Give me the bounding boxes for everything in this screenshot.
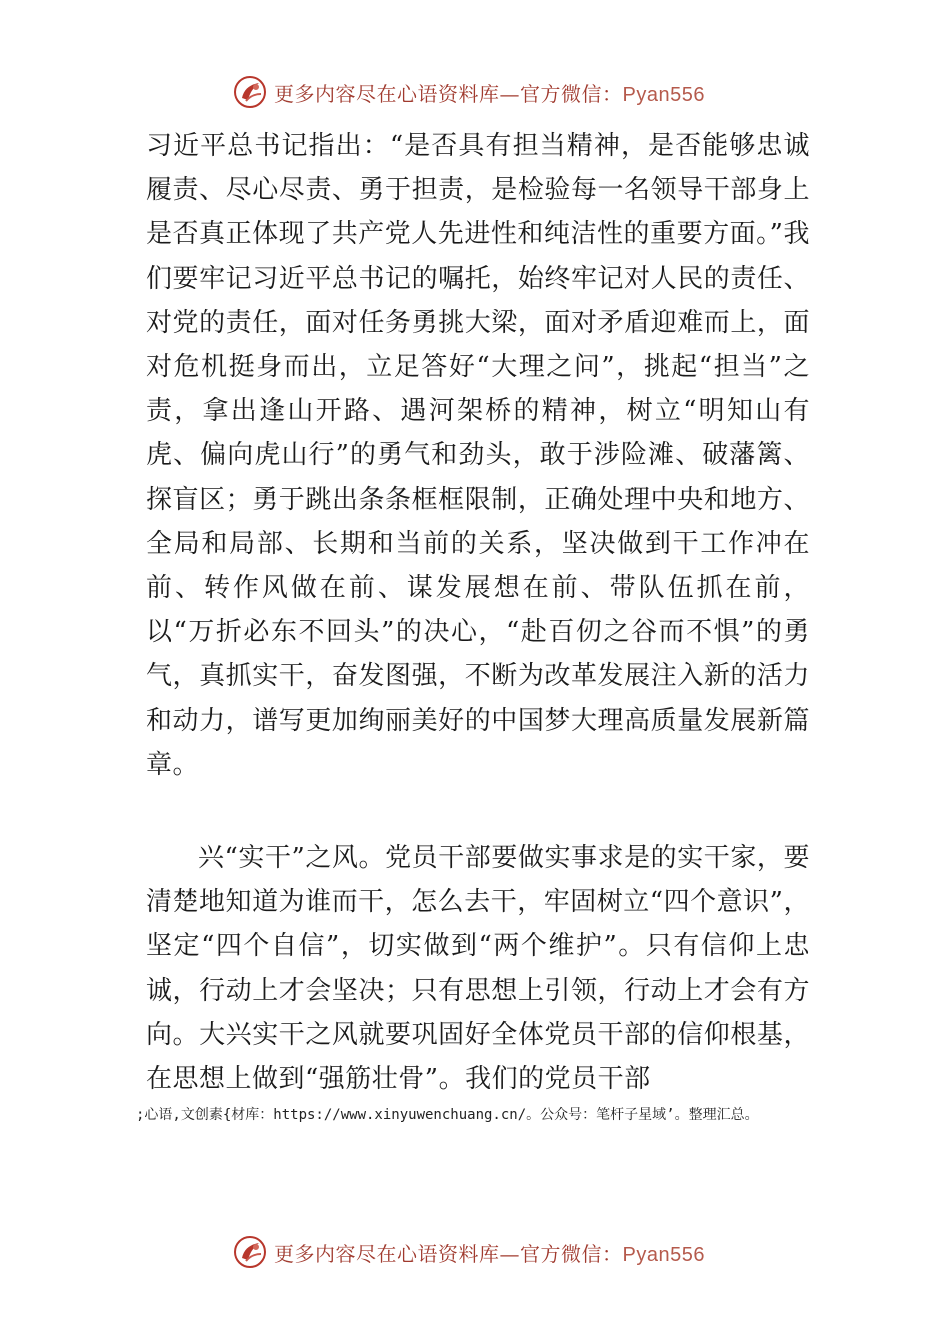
banner-title: 更多内容尽在心语资料库—官方微信： — [274, 81, 623, 106]
banner-title: 更多内容尽在心语资料库—官方微信： — [274, 1241, 623, 1266]
banner-text — [274, 1238, 705, 1267]
paragraph-1: 习近平总书记指出：“是否具有担当精神，是否能够忠诚履责、尽心尽责、勇于担责，是检验每一名领导干部身上是否真正体现了共产党人先进性和纯洁性的重要方面。”我们要牢记习近平总书记的嘱托，始终牢记对人民的责任、对党的责任，面对任务勇挑大梁，面对矛盾迎难而上，面对危机挺身而出，立足答好“大理之问”，挑起“担当”之责，拿出逢山开路、遇河架桥的精神，树立“明知山有虎、偏向虎山行”的勇气和劲头，敢于涉险滩、破藩篱、探盲区；勇于跳出条条框框限制，正确处理中央和地方、全局和局部、长期和当前的关系，坚决做到干工作冲在前、转作风做在前、谋发展想在前、带队伍抓在前，以“万折必东不回头”的决心，“赴百仞之谷而不惧”的勇气，真抓实干，奋发图强，不断为改革发展注入新的活力和动力，谱写更加绚丽美好的中国梦大理高质量发展新篇章。 — [146, 131, 810, 780]
header-banner — [232, 72, 732, 112]
wechat-id: Pyan556 — [622, 83, 705, 106]
paragraph-2: 兴“实干”之风。党员干部要做实事求是的实干家，要清楚地知道为谁而干，怎么去干，牢固树立“四个意识”，坚定“四个自信”，切实做到“两个维护”。只有信仰上忠诚，行动上才会坚决；只有思想上引领，行动上才会有方向。大兴实干之风就要巩固好全体党员干部的信仰根基，在思想上做到“强筋壮骨”。我们的党员干部 — [146, 843, 810, 1095]
wechat-id: Pyan556 — [622, 1243, 705, 1266]
footer-banner — [232, 1232, 732, 1272]
source-footnote: ;心语,文创素{材库：https://www.xinyuwenchuang.cn/。公众号：笔杆子星域’。整理汇总。 — [136, 1107, 759, 1123]
banner-text — [274, 78, 705, 107]
flower-logo-icon — [232, 1234, 268, 1270]
flower-logo-icon — [232, 74, 268, 110]
